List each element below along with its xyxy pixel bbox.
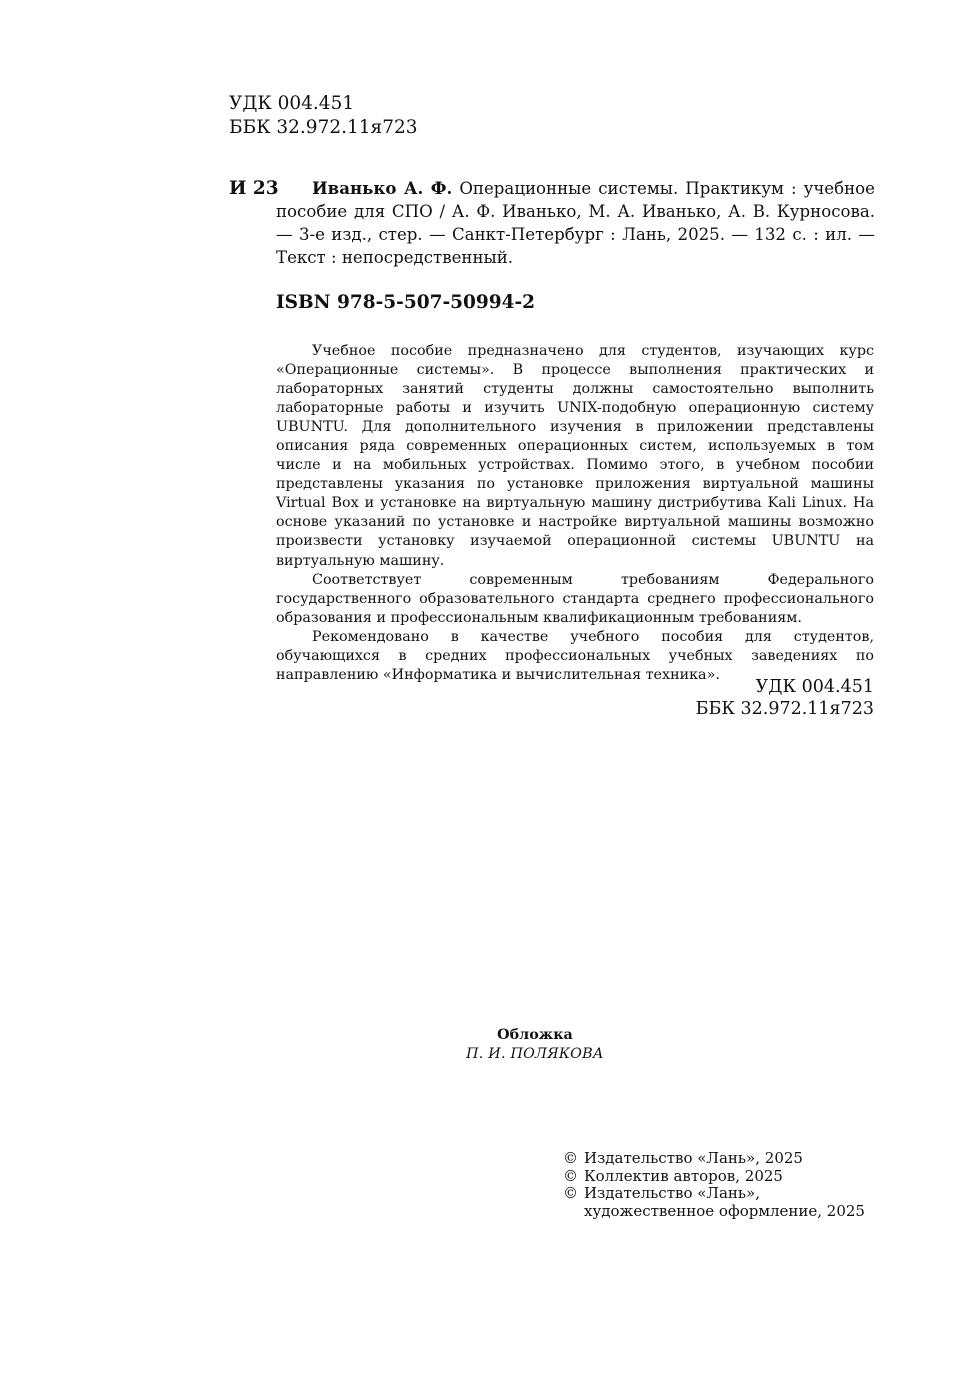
bbk-code: ББК 32.972.11я723 <box>695 699 874 719</box>
copyright-line <box>563 1185 865 1203</box>
copyright-notice <box>563 1150 865 1220</box>
copyright-line <box>563 1203 865 1221</box>
annotation-paragraph: Учебное пособие предназначено для студентов, изучающих курс «Операционные системы». В процессе выполнения практических и лабораторных занятий студенты должны самостоятельно выполнить лабораторные работы и изучить UNIX-подобную операционную систему UBUNTU. Для дополнительного изучения в приложении представлены описания ряда современных операционных систем, используемых в том числе и на мобильных устройствах. Помимо этого, в учебном пособии представлены указания по установке приложения виртуальной машины Virtual Box и установке на виртуальную машину дистрибутива Kali Linux. На основе указаний по установке и настройке виртуальной машины возможно произвести установку изучаемой операционной системы UBUNTU на виртуальную машину. <box>276 343 874 569</box>
copyright-continuation: художественное оформление, 2025 <box>584 1201 865 1220</box>
annotation-paragraph: Рекомендовано в качестве учебного пособия для студентов, обучающихся в средних профессиональных учебных заведениях по направлению «Информатика и вычислительная техника». <box>276 628 874 683</box>
cover-credit <box>420 1026 650 1064</box>
annotation <box>276 342 874 685</box>
copyright-text: Издательство «Лань», <box>584 1184 761 1202</box>
entry-author: Иванько А. Ф. <box>312 178 453 198</box>
udk-code: УДК 004.451 <box>755 677 874 697</box>
isbn: ISBN 978-5-507-50994-2 <box>276 292 536 313</box>
copyright-text: Коллектив авторов, 2025 <box>584 1166 783 1185</box>
author-mark: И 23 <box>229 178 279 199</box>
bibliographic-description <box>276 177 875 269</box>
copyright-icon: © <box>563 1166 578 1185</box>
bbk-code: ББК 32.972.11я723 <box>229 117 418 138</box>
annotation-paragraph: Соответствует современным требованиям Федерального государственного образовательного стандарта среднего профессионального образования и профессиональным квалификационным требованиям. <box>276 571 874 626</box>
copyright-icon: © <box>563 1149 578 1167</box>
copyright-line <box>563 1168 865 1186</box>
cover-artist: П. И. ПОЛЯКОВА <box>466 1046 604 1062</box>
classification-codes-top <box>229 92 418 140</box>
classification-codes-bottom <box>696 676 874 720</box>
cover-label: Обложка <box>497 1027 573 1043</box>
copyright-line <box>563 1150 865 1168</box>
copyright-icon: © <box>563 1184 578 1202</box>
copyright-text: Издательство «Лань», 2025 <box>584 1149 803 1167</box>
entry-description: Операционные системы. Практикум : учебное пособие для СПО / А. Ф. Иванько, М. А. Иванько, А. В. Курносова. — 3-е изд., стер. — Санкт-Петербург : Лань, 2025. — 132 с. : ил. — Текст : непосредственный. <box>276 179 875 267</box>
udk-code: УДК 004.451 <box>229 93 355 114</box>
